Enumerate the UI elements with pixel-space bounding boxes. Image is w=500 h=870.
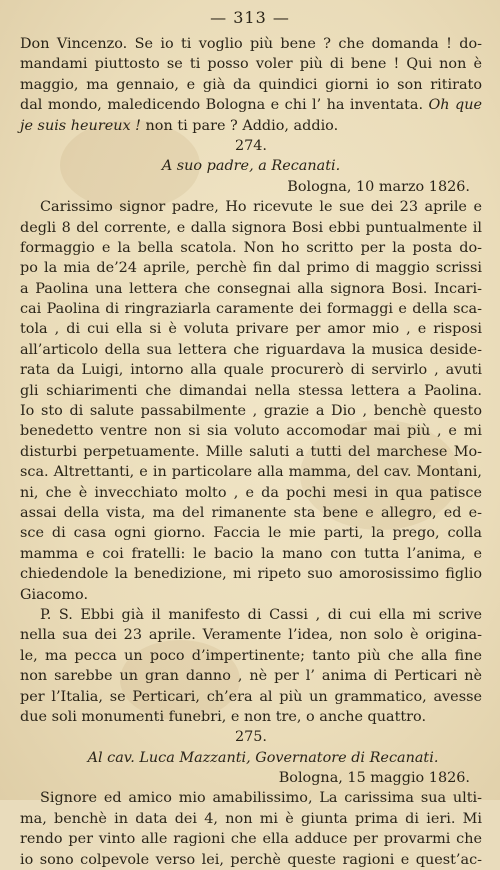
italic-phrase: Oh que: [428, 97, 482, 114]
text-fragment: dal mondo, maledicendo Bologna e chi l’ ha inventata.: [20, 97, 424, 114]
text-line: all’articolo della sua lettera che riguardava la musica deside-: [20, 341, 482, 358]
postscript-line: le, ma pecca un poco d’impertinente; tanto più che alla fine: [20, 647, 482, 664]
text-line: Don Vincenzo. Se io ti voglio più bene ? che domanda ! do-: [20, 36, 482, 52]
postscript-line: due soli monumenti funebri, e non tre, o anche quattro.: [20, 708, 427, 725]
text-line: mamma e coi fratelli: le bacio la mano con tutta l’anima, e: [20, 545, 482, 562]
letter-dateline: Bologna, 15 maggio 1826.: [278, 770, 470, 787]
postscript-line: per l’Italia, se Perticari, ch’era al più un grammatico, avesse: [20, 688, 482, 705]
italic-phrase: je suis heureux !: [20, 117, 141, 134]
letter-signature: Giacomo.: [20, 586, 89, 603]
text-line: ma, benchè in data dei 4, non mi è giunta prima di ieri. Mi: [20, 810, 482, 827]
text-line: Io sto di salute passabilmente , grazie a Dio , benchè questo: [20, 403, 482, 420]
text-line: formaggio e la bella scatola. Non ho scritto per la posta do-: [20, 239, 482, 256]
text-line: a Paolina una lettera che consegnai alla signora Bosi. Incari-: [20, 280, 482, 297]
text-line: [20, 116, 482, 136]
text-line: degli 8 del corrente, e dalla signora Bosi ebbi puntualmente il: [20, 219, 482, 236]
text-line: Carissimo signor padre, Ho ricevute le sue dei 23 aprile e: [40, 199, 482, 216]
text-line: sca. Altrettanti, e in particolare alla mamma, del cav. Montani,: [20, 464, 482, 481]
text-line: ni, che è invecchiato molto , e da pochi mesi in qua patisce: [20, 484, 482, 501]
text-line: assai della vista, ma del rimanente sta bene e allegro, ed e-: [20, 504, 482, 521]
text-line: io sono colpevole verso lei, perchè queste ragioni e quest’ac-: [20, 851, 482, 868]
text-line: sce di casa ogni giorno. Faccia le mie parti, la prego, colla: [20, 525, 482, 542]
text-line: rendo per vinto alle ragioni che ella adduce per provarmi che: [20, 831, 482, 848]
text-line: benedetto ventre non si sia voluto accomodar mai più , e mi: [20, 423, 482, 440]
postscript-line: non sarebbe un gran danno , nè per l’ anima di Perticari nè: [20, 668, 482, 685]
text-line: disturbi perpetuamente. Mille saluti a tutti del marchese Mo-: [20, 443, 482, 460]
text-fragment: non ti pare ? Addio, addio.: [140, 117, 339, 134]
page-number: — 313 —: [210, 8, 290, 27]
text-line: mandami piuttosto se ti posso voler più di bene ! Qui non è: [20, 56, 482, 73]
text-line: cai Paolina di ringraziarla caramente dei formaggi e della sca-: [20, 301, 482, 318]
text-line: gli schiarimenti che dimandai nella stessa lettera a Paolina.: [20, 382, 482, 399]
text-line: tola , di cui ella si è voluta privare per amor mio , e risposi: [20, 321, 482, 338]
text-line: maggio, ma gennaio, e già da quindici giorni io son ritirato: [20, 76, 482, 93]
letter-recipient: Al cav. Luca Mazzanti, Governatore di Recanati.: [87, 749, 439, 766]
text-line: po la mia de’24 aprile, perchè fin dal primo di maggio scrissi: [20, 260, 482, 277]
letter-recipient: A suo padre, a Recanati.: [161, 158, 341, 175]
text-line: Signore ed amico mio amabilissimo, La carissima sua ulti-: [40, 790, 482, 807]
letter-dateline: Bologna, 10 marzo 1826.: [287, 178, 470, 195]
page-text: [20, 34, 482, 870]
postscript-line: P. S. Ebbi già il manifesto di Cassi , di cui ella mi scrive: [40, 606, 482, 623]
letter-number: 274.: [234, 137, 268, 154]
text-line: rata da Luigi, intorno alla quale procurerò di servirlo , avuti: [20, 362, 482, 379]
postscript-line: nella sua dei 23 aprile. Veramente l’idea, non solo è origina-: [20, 627, 482, 644]
text-line: chiedendole la benedizione, mi ripeto suo amorosissimo figlio: [20, 566, 482, 583]
letter-number: 275.: [234, 729, 268, 746]
text-line: [20, 95, 482, 115]
